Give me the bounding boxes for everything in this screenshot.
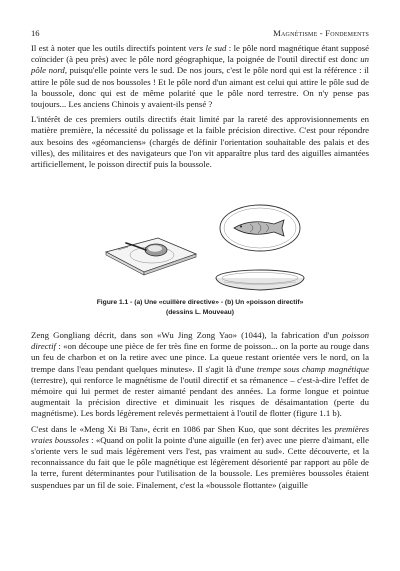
text-run: Il est à noter que les outils directifs pointent <box>31 43 189 53</box>
page-header <box>31 28 369 40</box>
text-run: : «on découpe une pièce de fer très fine en forme de poisson... on la porte au rouge dans un feu de charbon et on la retire avec une pince. La queue restant orientée vers le nord, on la trempe dans l'eau pendant quelques minutes». Il s'agit là d'une <box>31 341 369 374</box>
paragraph <box>31 114 369 170</box>
figure-caption <box>31 298 369 317</box>
spoon-on-plate-drawing <box>106 238 196 275</box>
text-run: Zeng Gongliang décrit, dans son «Wu Jing Zong Yao» (1044), la fabrication d'un <box>31 330 343 340</box>
body-text-bottom <box>31 330 369 491</box>
paragraph <box>31 43 369 110</box>
text-run: : le pôle nord magnétique étant supposé coïncider (à peu près) avec le pôle nord géographique, la poignée de l'outil directif est donc <box>31 43 369 65</box>
emphasis-run: poisson directif <box>31 330 369 352</box>
text-run: (terrestre), qui renforce le magnétisme de l'outil directif et sa rémanence – c'est-à-dire l'effet de mémoire qui lui permet de rester aimanté pendant des années. La forme longue et pointue augmentait la précision directive et diminuait les risques de désaimantation (perte du magnétisme). Les bords légèrement relevés permettaient à l'outil de flotter (figure 1.1 b). <box>31 374 369 419</box>
page-number: 16 <box>31 28 40 38</box>
paragraph <box>31 424 369 491</box>
text-run: : «Quand on polit la pointe d'une aiguille (en fer) avec une pierre d'aimant, elle s'oriente vers le sud mais légèrement vers l'est, pas vraiment au sud». Cette découverte, et la reconnaissance du fait que le pôle magnétique est légèrement désorienté par rapport au pôle de la terre, furent déterminantes pour l'utilisation de la boussole. Les premières boussoles étaient suspendues par un fil de soie. Finalement, c'est la «boussole flottante» (aiguille <box>31 434 369 490</box>
text-run: , puisqu'elle pointe vers le sud. De nos jours, c'est le pôle nord qui est la référence : il attire le pôle sud de nos boussoles ! Et le pôle nord d'un aimant est celui qui attire le pôle sud de la boussole, donc qui est de même polarité que le pôle nord terrestre. On n'y pense pas toujours... Les anciens Chinois y avaient-ils pensé ? <box>31 65 369 110</box>
emphasis-run: vers le sud <box>188 43 227 53</box>
running-title: Magnétisme - Fondements <box>273 28 369 38</box>
text-run: C'est dans le «Meng Xi Bi Tan», écrit en 1086 par Shen Kuo, que sont décrites les <box>31 423 335 434</box>
fish-in-bowl-drawing <box>216 205 304 290</box>
emphasis-run: premières vraies boussoles <box>31 423 369 445</box>
figure-drawings <box>100 200 310 296</box>
emphasis-run: un pôle nord <box>31 54 369 76</box>
text-run: L'intérêt de ces premiers outils directifs était limité par la rareté des approvisionnements en matière première, la nécessité du polissage et la faible précision directive. C'est pour répondre aux besoins des «géomanciens» (chargés de définir l'orientation souhaitable des palais et des villes), des militaires et des navigateurs que l'on vit apparaître plus tard des aiguilles aimantées artificiellement, le poisson directif puis la boussole. <box>31 114 369 170</box>
paragraph <box>31 330 369 420</box>
body-text-top <box>31 43 369 170</box>
caption-line-2: (dessins L. Mouveau) <box>165 308 234 316</box>
figure-1-1 <box>100 200 310 296</box>
emphasis-run: trempe sous champ magnétique <box>256 363 369 374</box>
caption-line-1: Figure 1.1 - (a) Une «cuillère directive» - (b) Un «poisson directif» <box>96 299 304 306</box>
